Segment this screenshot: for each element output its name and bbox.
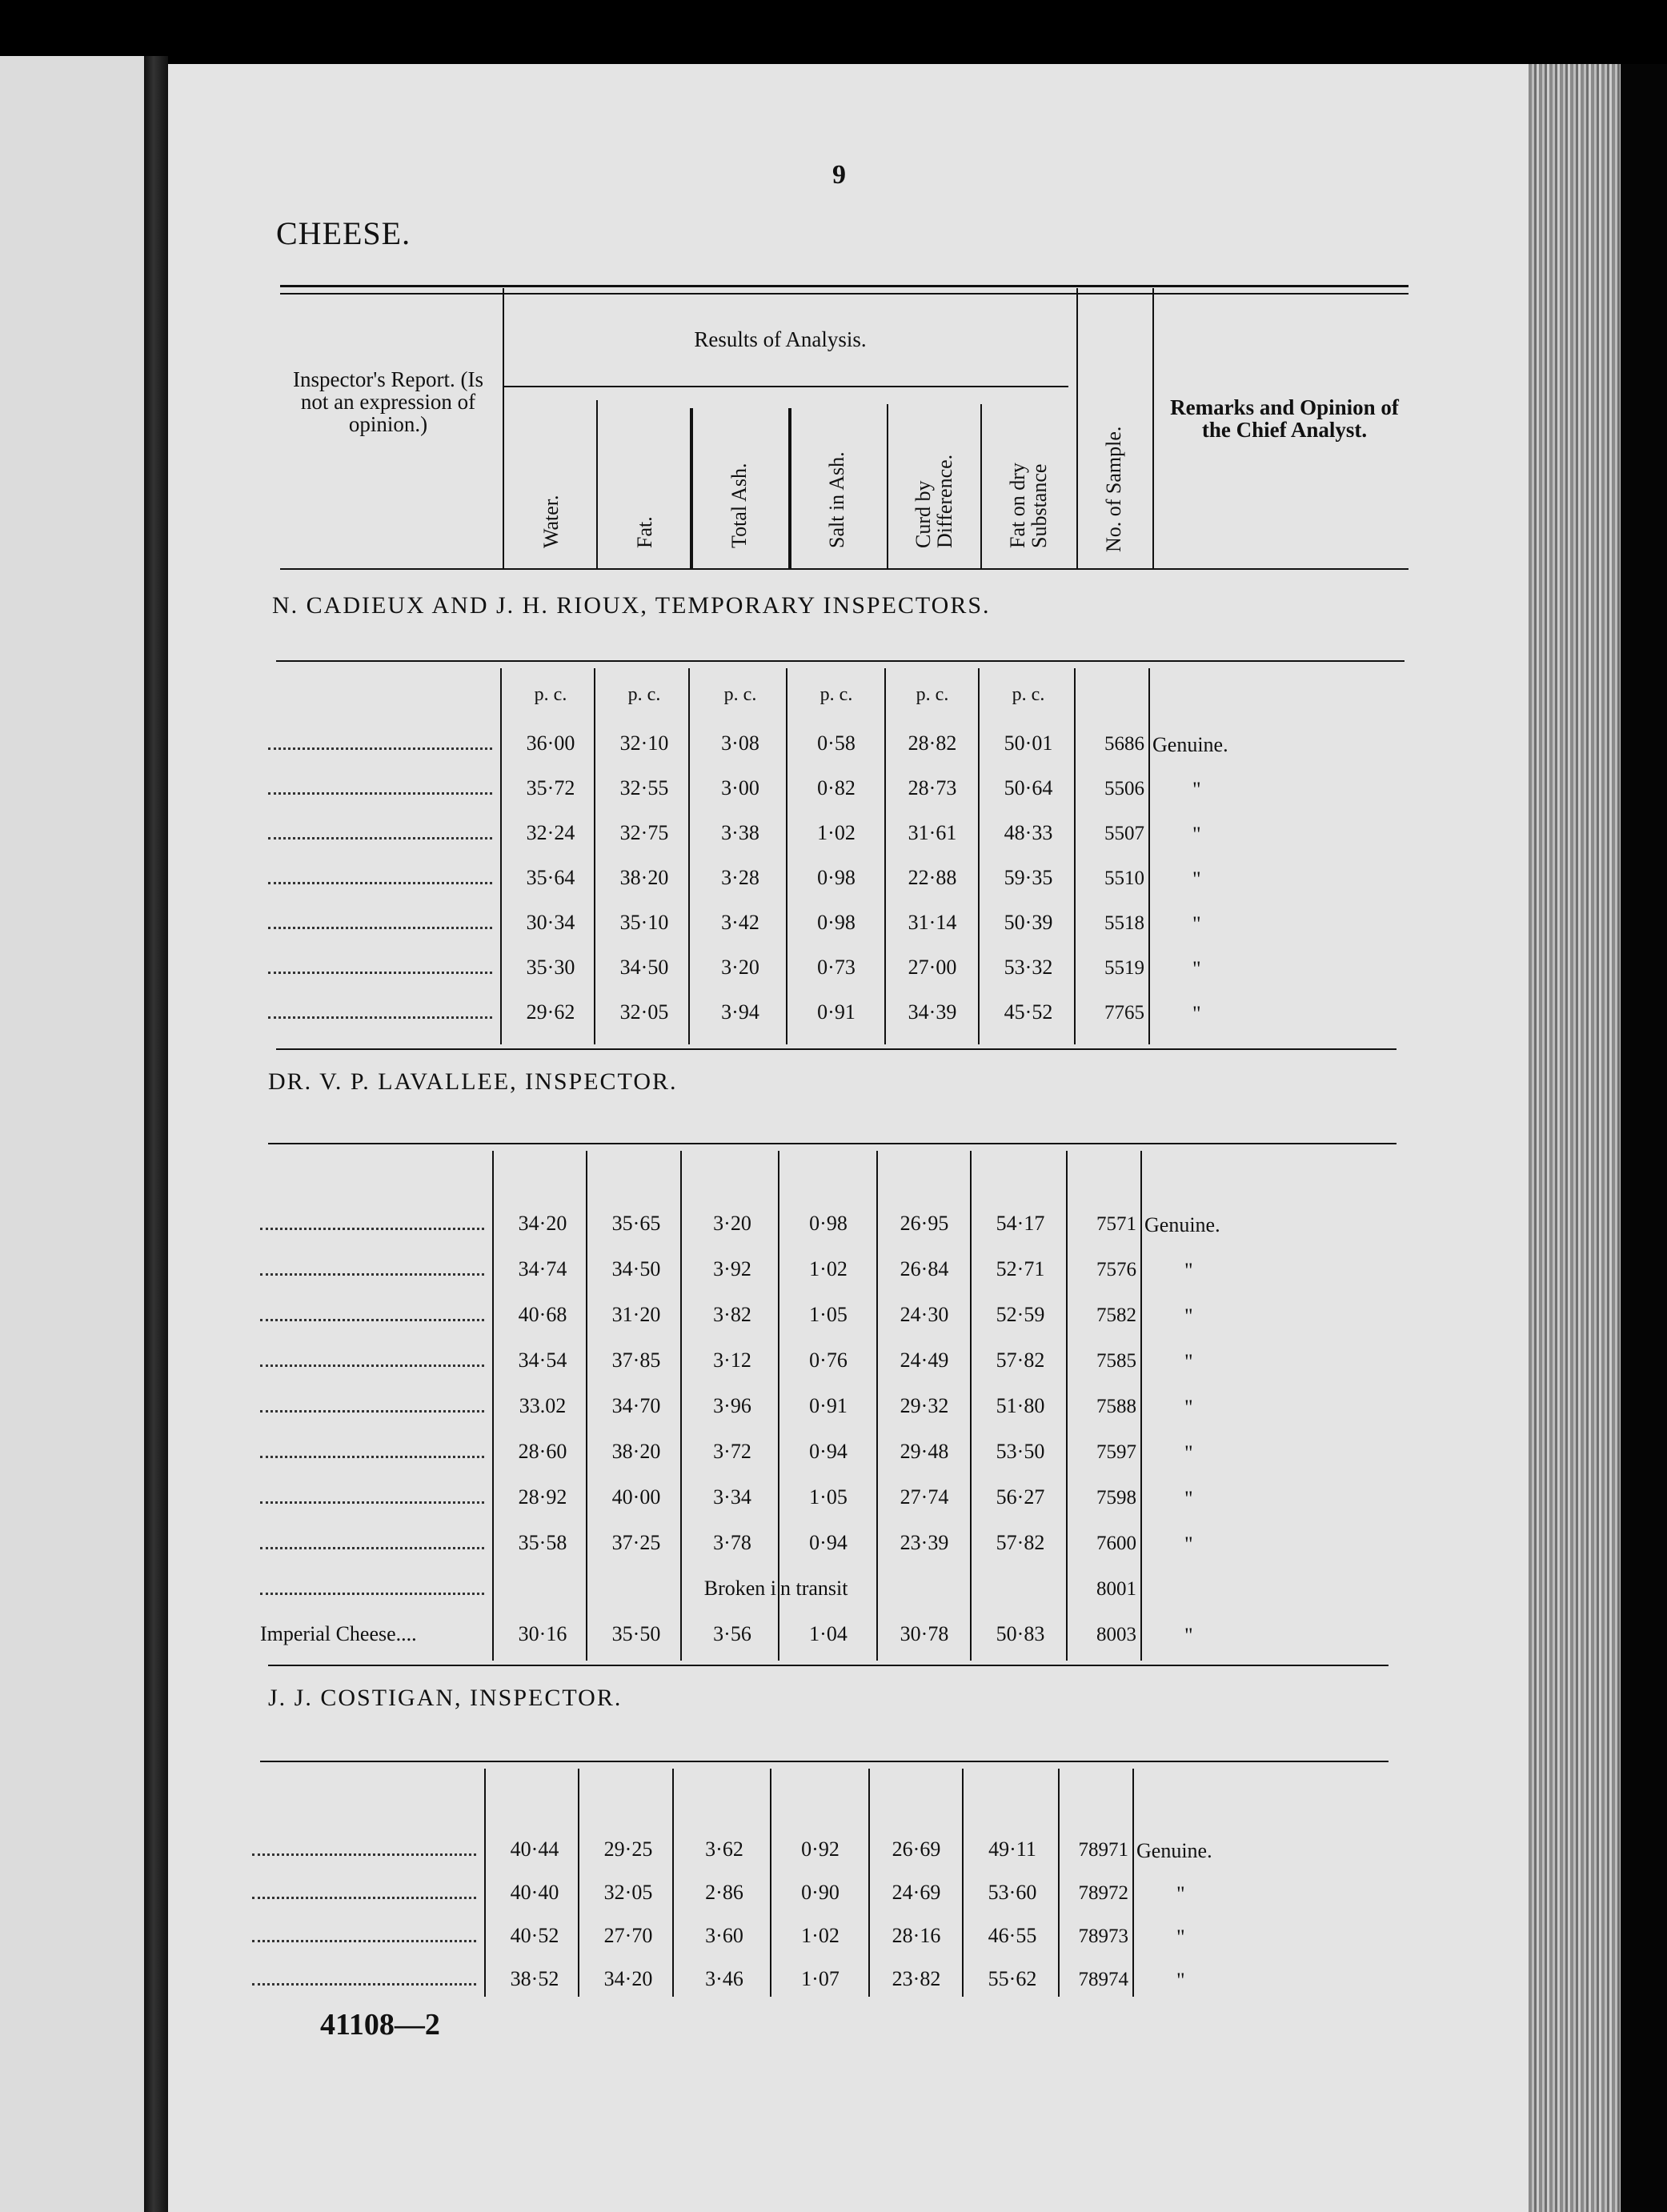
inspector-report-cell bbox=[260, 1577, 484, 1595]
fat-cell: 32·05 bbox=[603, 1881, 653, 1904]
salt-cell: 0·98 bbox=[809, 1212, 848, 1235]
water-cell: 34·54 bbox=[518, 1348, 567, 1372]
salt-cell: 0·76 bbox=[809, 1348, 848, 1372]
page-title: CHEESE. bbox=[276, 215, 411, 251]
inspector-report-cell bbox=[260, 1348, 484, 1367]
remark-cell: " bbox=[1184, 1624, 1193, 1647]
ash-cell: 3·38 bbox=[721, 821, 759, 844]
ash-cell: 3·42 bbox=[721, 911, 759, 934]
salt-cell: 0·94 bbox=[809, 1440, 848, 1463]
water-cell: 35·64 bbox=[526, 866, 575, 889]
fatdry-cell: 46·55 bbox=[988, 1924, 1037, 1947]
sample-no-header: No. of Sample. bbox=[1102, 426, 1125, 552]
water-cell: 32·24 bbox=[526, 821, 575, 844]
remarks-header: Remarks and Opinion of the Chief Analyst. bbox=[1170, 395, 1399, 442]
inspector-report-cell bbox=[252, 1881, 476, 1899]
salt-cell: 0·82 bbox=[817, 776, 856, 799]
sample-number-cell: 78972 bbox=[1078, 1882, 1128, 1904]
salt-cell: 0·98 bbox=[817, 866, 856, 889]
facing-page-edge bbox=[0, 56, 144, 2212]
water-header: Water. bbox=[539, 495, 563, 548]
unit-label: p. c. bbox=[627, 684, 661, 705]
unit-label: p. c. bbox=[1012, 684, 1045, 705]
water-cell: 30·34 bbox=[526, 911, 575, 934]
water-cell: 33.02 bbox=[519, 1394, 567, 1417]
fatdry-cell: 51·80 bbox=[996, 1394, 1045, 1417]
fatdry-cell: 56·27 bbox=[996, 1485, 1045, 1509]
curd-cell: 29·48 bbox=[900, 1440, 949, 1463]
inspector-report-cell bbox=[260, 1394, 484, 1413]
salt-cell: 0·91 bbox=[817, 1000, 856, 1024]
water-cell: 28·92 bbox=[518, 1485, 567, 1509]
water-cell: 40·44 bbox=[510, 1837, 559, 1861]
fat-header: Fat. bbox=[633, 516, 656, 548]
sample-number-cell: 8003 bbox=[1096, 1624, 1136, 1645]
salt-cell: 1·02 bbox=[801, 1924, 840, 1947]
inspector-report-cell bbox=[268, 776, 492, 795]
inspector-report-cell bbox=[268, 956, 492, 974]
curd-cell: 26·84 bbox=[900, 1257, 949, 1280]
remark-cell: " bbox=[1192, 868, 1201, 891]
ash-cell: 3·28 bbox=[721, 866, 759, 889]
inspector-report-cell bbox=[268, 821, 492, 840]
inspector-report-cell bbox=[268, 911, 492, 929]
fat-cell: 37·85 bbox=[611, 1348, 661, 1372]
curd-cell: 30·78 bbox=[900, 1622, 949, 1645]
sample-number-cell: 5510 bbox=[1104, 868, 1144, 889]
sample-number-cell: 7600 bbox=[1096, 1533, 1136, 1554]
water-cell: 34·74 bbox=[518, 1257, 567, 1280]
curd-cell: 23·82 bbox=[892, 1967, 941, 1990]
salt-cell: 0·98 bbox=[817, 911, 856, 934]
sample-number-cell: 5686 bbox=[1104, 733, 1144, 755]
remark-cell: " bbox=[1192, 778, 1201, 801]
sample-number-cell: 7588 bbox=[1096, 1396, 1136, 1417]
water-cell: 36·00 bbox=[526, 731, 575, 755]
sample-number-cell: 7571 bbox=[1096, 1213, 1136, 1235]
fat-cell: 32·10 bbox=[619, 731, 669, 755]
inspector-report-cell bbox=[268, 1000, 492, 1019]
salt-in-ash-header: Salt in Ash. bbox=[825, 451, 848, 548]
inspector-report-cell: Imperial Cheese.... bbox=[260, 1622, 417, 1645]
water-cell: 38·52 bbox=[510, 1967, 559, 1990]
sample-number-cell: 7597 bbox=[1096, 1441, 1136, 1463]
remark-cell: " bbox=[1192, 823, 1201, 846]
salt-cell: 1·02 bbox=[809, 1257, 848, 1280]
salt-cell: 0·58 bbox=[817, 731, 856, 755]
fat-cell: 29·25 bbox=[603, 1837, 653, 1861]
remark-cell: " bbox=[1184, 1487, 1193, 1510]
salt-cell: 0·73 bbox=[817, 956, 856, 979]
fatdry-cell: 57·82 bbox=[996, 1531, 1045, 1554]
curd-cell: 34·39 bbox=[908, 1000, 957, 1024]
inspector-report-cell bbox=[268, 866, 492, 884]
curd-cell: 28·82 bbox=[908, 731, 957, 755]
remark-cell: " bbox=[1176, 1969, 1185, 1992]
remark-cell: " bbox=[1192, 912, 1201, 936]
fat-cell: 32·55 bbox=[619, 776, 669, 799]
sample-number-cell: 5518 bbox=[1104, 912, 1144, 934]
inspector-report-cell bbox=[260, 1212, 484, 1230]
salt-cell: 0·91 bbox=[809, 1394, 848, 1417]
curd-cell: 28·73 bbox=[908, 776, 957, 799]
ash-cell: 3·46 bbox=[705, 1967, 743, 1990]
salt-cell: n transit bbox=[780, 1577, 848, 1600]
curd-cell: 27·00 bbox=[908, 956, 957, 979]
fatdry-cell: 48·33 bbox=[1004, 821, 1053, 844]
inspector-report-cell bbox=[260, 1485, 484, 1504]
unit-label: p. c. bbox=[916, 684, 949, 705]
remark-cell: " bbox=[1184, 1304, 1193, 1328]
water-cell: 29·62 bbox=[526, 1000, 575, 1024]
fat-cell: 34·70 bbox=[611, 1394, 661, 1417]
section-heading: J. J. COSTIGAN, INSPECTOR. bbox=[268, 1685, 623, 1711]
water-cell: 28·60 bbox=[518, 1440, 567, 1463]
book-gutter bbox=[144, 56, 168, 2212]
fatdry-cell: 50·01 bbox=[1004, 731, 1053, 755]
fat-cell: 27·70 bbox=[603, 1924, 653, 1947]
results-header: Results of Analysis. bbox=[694, 327, 867, 351]
salt-cell: 0·94 bbox=[809, 1531, 848, 1554]
water-cell: 35·58 bbox=[518, 1531, 567, 1554]
water-cell: 40·40 bbox=[510, 1881, 559, 1904]
remark-cell: " bbox=[1192, 957, 1201, 980]
water-cell: 35·72 bbox=[526, 776, 575, 799]
sample-number-cell: 7765 bbox=[1104, 1002, 1144, 1024]
water-cell: 35·30 bbox=[526, 956, 575, 979]
salt-cell: 0·92 bbox=[801, 1837, 840, 1861]
curd-cell: 26·69 bbox=[892, 1837, 941, 1861]
fat-dry-header: Fat on dry Substance bbox=[1006, 463, 1051, 548]
salt-cell: 0·90 bbox=[801, 1881, 840, 1904]
ash-cell: 2·86 bbox=[705, 1881, 743, 1904]
water-cell: 40·52 bbox=[510, 1924, 559, 1947]
fat-cell: 35·50 bbox=[611, 1622, 661, 1645]
remark-cell: " bbox=[1176, 1882, 1185, 1905]
fatdry-cell: 49·11 bbox=[988, 1837, 1036, 1861]
ash-cell: 3·82 bbox=[713, 1303, 751, 1326]
fatdry-cell: 50·83 bbox=[996, 1622, 1045, 1645]
fat-cell: 37·25 bbox=[611, 1531, 661, 1554]
fat-cell: 34·50 bbox=[619, 956, 669, 979]
section-heading: DR. V. P. LAVALLEE, INSPECTOR. bbox=[268, 1068, 678, 1095]
fatdry-cell: 53·32 bbox=[1004, 956, 1053, 979]
unit-label: p. c. bbox=[723, 684, 757, 705]
inspector-report-cell bbox=[252, 1924, 476, 1942]
ash-cell: 3·34 bbox=[713, 1485, 751, 1509]
remark-cell: " bbox=[1184, 1533, 1193, 1556]
fatdry-cell: 59·35 bbox=[1004, 866, 1053, 889]
ash-cell: 3·20 bbox=[721, 956, 759, 979]
ash-cell: 3·56 bbox=[713, 1622, 751, 1645]
curd-cell: 29·32 bbox=[900, 1394, 949, 1417]
section-heading: N. CADIEUX AND J. H. RIOUX, TEMPORARY INSPECTORS. bbox=[272, 592, 991, 619]
sample-number-cell: 8001 bbox=[1096, 1578, 1136, 1600]
inspector-report-cell bbox=[268, 731, 492, 750]
curd-cell: 26·95 bbox=[900, 1212, 949, 1235]
fatdry-cell: 50·39 bbox=[1004, 911, 1053, 934]
sample-number-cell: 5519 bbox=[1104, 957, 1144, 979]
sample-number-cell: 78974 bbox=[1078, 1969, 1128, 1990]
curd-cell: 27·74 bbox=[900, 1485, 949, 1509]
remark-cell: " bbox=[1192, 1002, 1201, 1025]
ash-cell: 3·92 bbox=[713, 1257, 751, 1280]
fat-cell: 38·20 bbox=[611, 1440, 661, 1463]
unit-label: p. c. bbox=[819, 684, 853, 705]
fatdry-cell: 53·50 bbox=[996, 1440, 1045, 1463]
ash-cell: 3·62 bbox=[705, 1837, 743, 1861]
fatdry-cell: 45·52 bbox=[1004, 1000, 1053, 1024]
curd-cell: 24·49 bbox=[900, 1348, 949, 1372]
sample-number-cell: 7585 bbox=[1096, 1350, 1136, 1372]
ash-cell: Broken i bbox=[703, 1577, 776, 1600]
remark-cell: Genuine. bbox=[1144, 1213, 1220, 1236]
salt-cell: 1·05 bbox=[809, 1303, 848, 1326]
curd-cell: 28·16 bbox=[892, 1924, 941, 1947]
total-ash-header: Total Ash. bbox=[727, 463, 751, 548]
ash-cell: 3·12 bbox=[713, 1348, 751, 1372]
fat-cell: 34·20 bbox=[603, 1967, 653, 1990]
inspector-report-cell bbox=[252, 1837, 476, 1856]
water-cell: 34·20 bbox=[518, 1212, 567, 1235]
remark-cell: " bbox=[1184, 1259, 1193, 1282]
salt-cell: 1·05 bbox=[809, 1485, 848, 1509]
scan-border bbox=[1621, 64, 1667, 2212]
fatdry-cell: 52·71 bbox=[996, 1257, 1045, 1280]
curd-cell: 24·30 bbox=[900, 1303, 949, 1326]
salt-cell: 1·07 bbox=[801, 1967, 840, 1990]
sample-number-cell: 5507 bbox=[1104, 823, 1144, 844]
remark-cell: Genuine. bbox=[1136, 1839, 1212, 1862]
sample-number-cell: 7582 bbox=[1096, 1304, 1136, 1326]
remark-cell: " bbox=[1184, 1441, 1193, 1465]
remark-cell: " bbox=[1176, 1925, 1185, 1949]
fat-cell: 35·65 bbox=[611, 1212, 661, 1235]
salt-cell: 1·04 bbox=[809, 1622, 848, 1645]
inspector-report-cell bbox=[260, 1531, 484, 1549]
ash-cell: 3·72 bbox=[713, 1440, 751, 1463]
fat-cell: 34·50 bbox=[611, 1257, 661, 1280]
ash-cell: 3·78 bbox=[713, 1531, 751, 1554]
page-edges bbox=[1529, 64, 1621, 2212]
fatdry-cell: 50·64 bbox=[1004, 776, 1053, 799]
sample-number-cell: 7598 bbox=[1096, 1487, 1136, 1509]
fat-cell: 35·10 bbox=[619, 911, 669, 934]
remark-cell: Genuine. bbox=[1152, 733, 1228, 756]
fat-cell: 32·75 bbox=[619, 821, 669, 844]
ash-cell: 3·00 bbox=[721, 776, 759, 799]
fat-cell: 40·00 bbox=[611, 1485, 661, 1509]
sample-number-cell: 78973 bbox=[1078, 1925, 1128, 1947]
fat-cell: 32·05 bbox=[619, 1000, 669, 1024]
fatdry-cell: 53·60 bbox=[988, 1881, 1037, 1904]
ash-cell: 3·60 bbox=[705, 1924, 743, 1947]
unit-label: p. c. bbox=[534, 684, 567, 705]
page-footer: 41108—2 bbox=[320, 2008, 440, 2042]
inspector-report-cell bbox=[260, 1303, 484, 1321]
fatdry-cell: 55·62 bbox=[988, 1967, 1037, 1990]
sample-number-cell: 78971 bbox=[1078, 1839, 1128, 1861]
sample-number-cell: 5506 bbox=[1104, 778, 1144, 799]
inspector-report-cell bbox=[260, 1257, 484, 1276]
water-cell: 40·68 bbox=[518, 1303, 567, 1326]
fat-cell: 31·20 bbox=[611, 1303, 661, 1326]
ash-cell: 3·08 bbox=[721, 731, 759, 755]
curd-cell: 22·88 bbox=[908, 866, 957, 889]
curd-cell: 24·69 bbox=[892, 1881, 941, 1904]
ash-cell: 3·96 bbox=[713, 1394, 751, 1417]
fatdry-cell: 57·82 bbox=[996, 1348, 1045, 1372]
inspector-report-cell bbox=[260, 1440, 484, 1458]
page-number: 9 bbox=[832, 160, 846, 190]
remark-cell: " bbox=[1184, 1396, 1193, 1419]
curd-header: Curd by Difference. bbox=[912, 454, 956, 548]
fatdry-cell: 52·59 bbox=[996, 1303, 1045, 1326]
curd-cell: 31·14 bbox=[908, 911, 957, 934]
curd-cell: 23·39 bbox=[900, 1531, 949, 1554]
inspector-report-header: Inspector's Report. (Is not an expression of opinion.) bbox=[292, 367, 484, 436]
salt-cell: 1·02 bbox=[817, 821, 856, 844]
water-cell: 30·16 bbox=[518, 1622, 567, 1645]
curd-cell: 31·61 bbox=[908, 821, 957, 844]
sample-number-cell: 7576 bbox=[1096, 1259, 1136, 1280]
fat-cell: 38·20 bbox=[619, 866, 669, 889]
ash-cell: 3·94 bbox=[721, 1000, 759, 1024]
inspector-report-cell bbox=[252, 1967, 476, 1986]
ash-cell: 3·20 bbox=[713, 1212, 751, 1235]
remark-cell: " bbox=[1184, 1350, 1193, 1373]
fatdry-cell: 54·17 bbox=[996, 1212, 1045, 1235]
